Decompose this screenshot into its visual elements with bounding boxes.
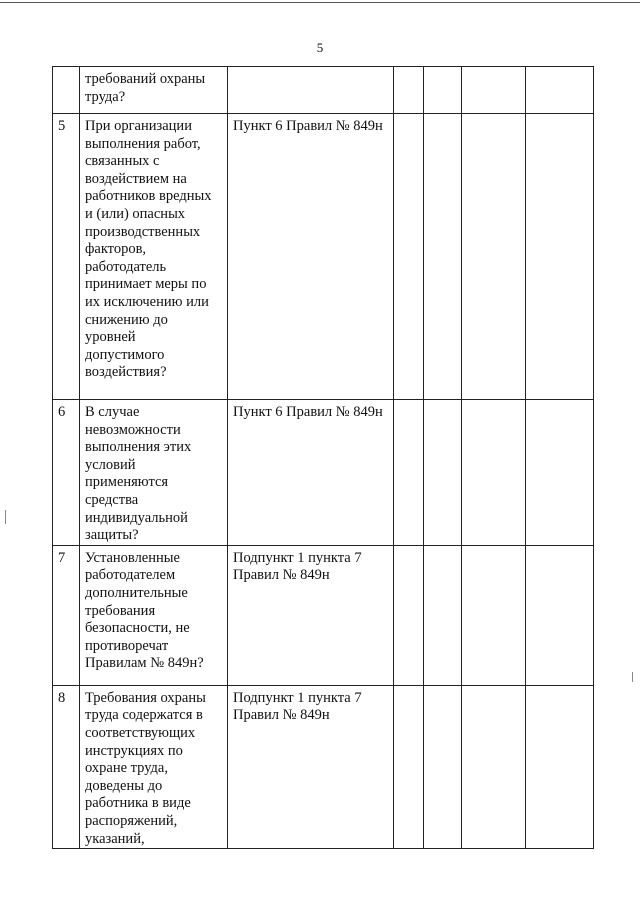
question-line: Правилам № 849н? [85,655,204,672]
page-number: 5 [316,40,324,55]
question-line: средства [85,491,139,508]
answer-na-cell [462,67,526,114]
question-line: работников вредных [85,188,212,205]
reference-line: Подпункт 1 пункта 7 [233,689,362,706]
table-row [53,67,594,114]
checklist-table [52,66,594,849]
answer-no-cell [424,400,462,546]
answer-yes-cell [394,685,424,848]
question-line: Требования охраны [85,689,206,706]
table-row [53,545,594,685]
question-line: безопасности, не [85,620,190,637]
question-line: инструкциях по [85,742,183,759]
answer-yes-cell [394,545,424,685]
question-line: указаний, [85,830,145,847]
question-line: связанных с [85,153,160,170]
answer-na-cell [462,685,526,848]
row-number: 7 [53,545,80,685]
notes-cell [526,400,594,546]
scan-top-rule [0,2,640,3]
answer-na-cell [462,114,526,400]
question-line: факторов, [85,241,147,258]
notes-cell [526,545,594,685]
answer-no-cell [424,545,462,685]
reference-line: Пункт 6 Правил № 849н [233,404,383,420]
question-line: выполнения работ, [85,135,201,152]
reference-cell [228,400,394,546]
question-line: распоряжений, [85,812,178,829]
question-line: допустимого [85,346,165,363]
question-line: дополнительные [85,584,188,601]
notes-cell [526,67,594,114]
answer-no-cell [424,685,462,848]
answer-yes-cell [394,67,424,114]
question-line: условий [85,456,136,473]
question-line: работника в виде [85,795,191,812]
question-line: применяются [85,474,169,491]
reference-cell [228,685,394,848]
question-line: принимает меры по [85,276,207,293]
reference-line: Подпункт 1 пункта 7 [233,549,362,566]
question-cell [80,400,228,546]
scan-speck [632,672,633,682]
notes-cell [526,685,594,848]
question-line: воздействия? [85,364,167,381]
answer-no-cell [424,67,462,114]
question-line: соответствующих [85,724,196,741]
question-line: выполнения этих [85,439,192,456]
scan-speck [5,510,6,524]
answer-na-cell [462,545,526,685]
answer-yes-cell [394,400,424,546]
answer-na-cell [462,400,526,546]
reference-cell [228,545,394,685]
reference-line: Правил № 849н [233,707,330,724]
table-row [53,114,594,400]
row-number: 5 [53,114,80,400]
reference-line: Пункт 6 Правил № 849н [233,118,383,134]
question-line: воздействием на [85,170,187,187]
question-line: и (или) опасных [85,205,186,222]
answer-yes-cell [394,114,424,400]
reference-line: Правил № 849н [233,567,330,584]
question-line: противоречат [85,637,169,654]
row-number: 6 [53,400,80,546]
reference-cell [228,114,394,400]
question-cell [80,67,228,114]
question-line: При организации [85,118,192,134]
question-line: доведены до [85,777,163,794]
question-line: труда содержатся в [85,707,203,724]
question-line: работодателем [85,567,176,584]
question-line: защиты? [85,527,139,544]
question-line: производственных [85,223,201,240]
row-number: 8 [53,685,80,848]
question-cell [80,685,228,848]
table-row [53,685,594,848]
question-line: их исключению или [85,293,209,310]
question-line: невозможности [85,421,181,438]
question-line: индивидуальной [85,509,188,526]
question-line: требований охраны [85,71,206,87]
question-line: труда? [85,88,126,105]
notes-cell [526,114,594,400]
question-cell [80,114,228,400]
answer-no-cell [424,114,462,400]
table-row [53,400,594,546]
row-number [53,67,80,114]
question-line: снижению до [85,311,168,328]
question-line: охране труда, [85,760,168,777]
question-line: уровней [85,329,136,346]
question-line: требования [85,602,156,619]
question-line: В случае [85,404,140,420]
question-cell [80,545,228,685]
reference-cell [228,67,394,114]
question-line: работодатель [85,258,167,275]
question-line: Установленные [85,549,180,566]
